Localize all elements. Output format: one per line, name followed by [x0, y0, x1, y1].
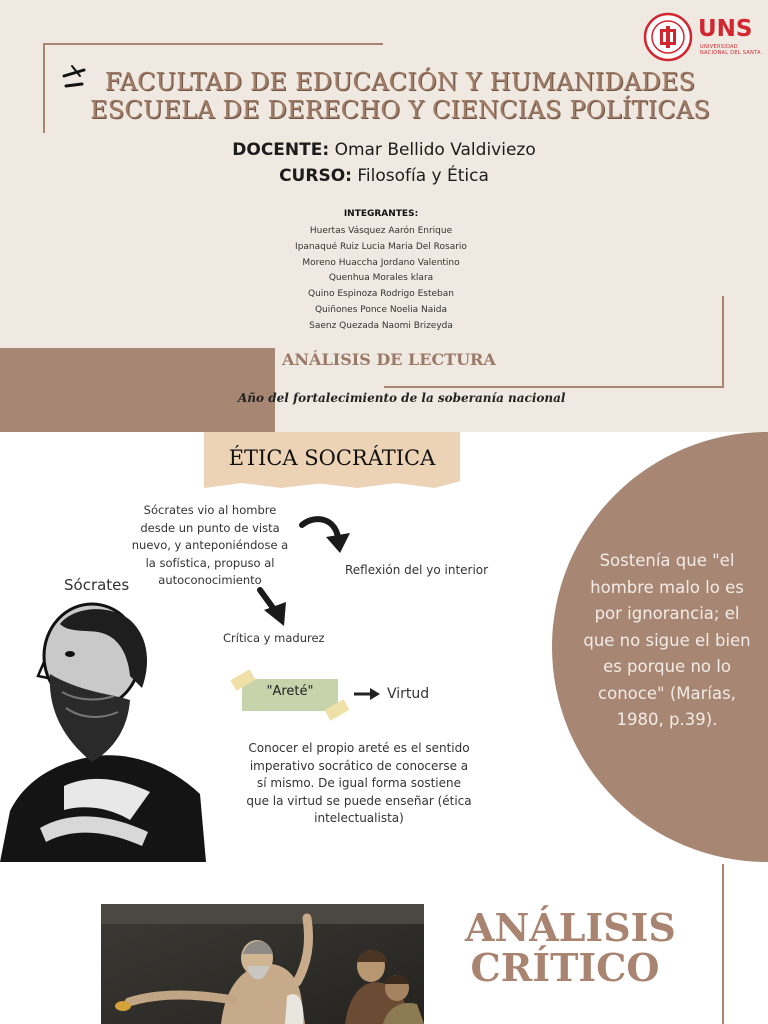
brown-band [0, 348, 275, 432]
member-item: Quenhua Morales klara [328, 273, 434, 284]
member-item: Ipanaqué Ruiz Lucia Maria Del Rosario [295, 241, 467, 252]
uns-logo-subtitle [700, 44, 761, 56]
section-title: ANÁLISIS DE LECTURA [282, 350, 496, 369]
socrates-description: Sócrates vio al hombre desde un punto de vista nuevo, y anteponiéndose a la sofística, propuso al autoconocimiento [131, 503, 289, 587]
analisis-critico-line1: ANÁLISIS [465, 905, 676, 950]
decorative-line [43, 43, 383, 45]
death-of-socrates-painting [101, 904, 424, 1024]
member-item: Quino Espinoza Rodrigo Esteban [308, 289, 454, 300]
conocer-paragraph: Conocer el propio areté es el sentido imperativo socrático de conocerse a sí mismo. De igual forma sostiene que la virtud se puede enseñar (ética intelectualista) [246, 741, 472, 825]
curved-arrow-icon [298, 515, 356, 559]
curso-value: Filosofía y Ética [357, 166, 489, 186]
faculty-title [80, 68, 720, 124]
member-item: Huertas Vásquez Aarón Enrique [309, 226, 453, 236]
socrates-label: Sócrates [64, 576, 130, 594]
members-list [0, 224, 762, 335]
faculty-name: FACULTAD DE EDUCACIÓN Y HUMANIDADES [104, 68, 696, 96]
year-motto: Año del fortalecimiento de la soberanía nacional [238, 391, 566, 405]
virtud-text: Virtud [387, 686, 430, 702]
reflexion-text: Reflexión del yo interior [345, 563, 489, 577]
decorative-line [722, 864, 724, 1024]
logo-line2: NACIONAL DEL SANTA [700, 50, 761, 56]
analisis-critico-line2: CRÍTICO [470, 945, 660, 990]
critica-text: Crítica y madurez [223, 631, 325, 645]
school-name: ESCUELA DE DERECHO Y CIENCIAS POLÍTICAS [89, 96, 711, 124]
arete-text: "Areté" [266, 684, 314, 699]
member-item: Quiñones Ponce Noelia Naida [314, 304, 448, 315]
member-item: Moreno Huaccha Jordano Valentino [302, 257, 460, 268]
docente-value: Omar Bellido Valdiviezo [334, 140, 536, 160]
docente-line [0, 140, 768, 160]
uns-seal-icon [643, 12, 693, 62]
right-arrow-icon [352, 686, 382, 702]
curso-label: CURSO: [279, 166, 352, 186]
etica-title: ÉTICA SOCRÁTICA [228, 446, 436, 470]
logo-line1: UNIVERSIDAD [700, 44, 738, 50]
decorative-line [384, 386, 724, 388]
analisis-critico-title [465, 905, 676, 990]
quote-text: Sostenía que "el hombre malo lo es por ignorancia; el que no sigue el bien es porque no lo conoce" (Marías, 1980, p.39). [583, 551, 751, 729]
down-arrow-icon [254, 586, 290, 632]
decorative-line [43, 43, 45, 133]
docente-label: DOCENTE: [232, 140, 330, 160]
member-item: Saenz Quezada Naomi Brizeyda [309, 320, 453, 331]
integrantes-label: INTEGRANTES: [343, 209, 419, 219]
uns-logo-text: UNS [698, 16, 753, 42]
socrates-portrait [0, 596, 206, 862]
curso-line [0, 166, 768, 186]
